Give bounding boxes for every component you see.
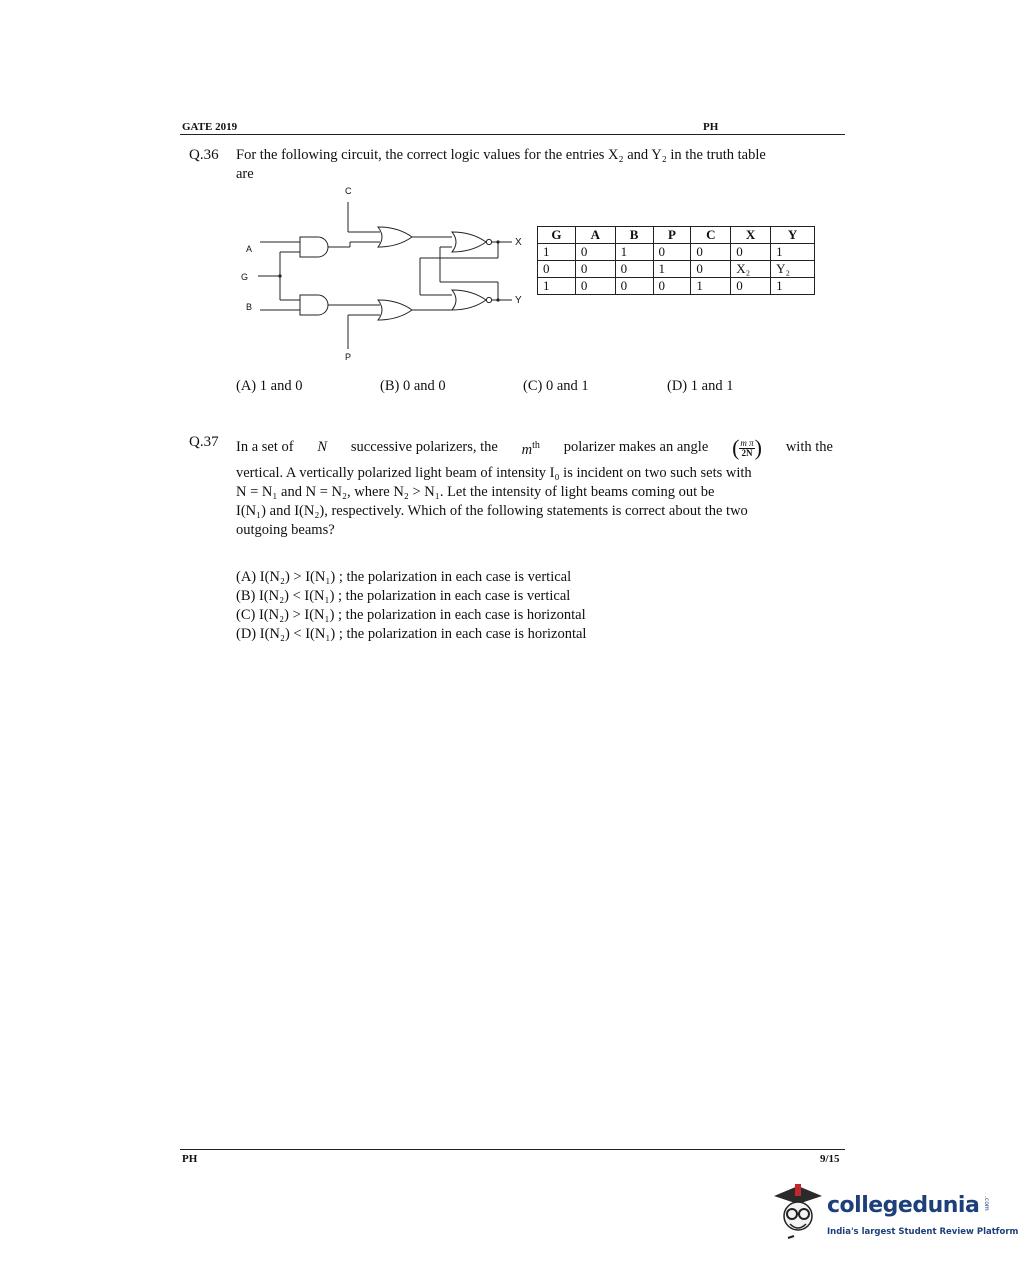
q37-line5: outgoing beams? bbox=[236, 522, 335, 538]
footer-rule bbox=[180, 1149, 845, 1150]
truth-table-cell: 0 bbox=[731, 244, 771, 261]
truth-table-row bbox=[538, 278, 815, 295]
truth-table-header-cell: B bbox=[615, 227, 653, 244]
q37-line1-b: successive polarizers, the bbox=[350, 439, 498, 456]
q37-line4: I(N₁) and I(N₂), respectively. Which of the following statements is correct about the two bbox=[236, 503, 748, 519]
truth-table-row bbox=[538, 244, 815, 261]
circuit-label-a: A bbox=[246, 244, 253, 254]
truth-table-cell: 1 bbox=[653, 261, 691, 278]
truth-table-cell: 1 bbox=[771, 244, 815, 261]
truth-table-cell: 0 bbox=[731, 278, 771, 295]
truth-table bbox=[537, 226, 815, 295]
truth-table-header-cell: A bbox=[575, 227, 615, 244]
q37-angle-num: m π bbox=[740, 437, 754, 448]
truth-table-cell: 0 bbox=[691, 261, 731, 278]
q37-option-a[interactable]: (A) I(N₂) > I(N₁) ; the polarization in each case is vertical bbox=[236, 569, 572, 585]
truth-table-row bbox=[538, 261, 815, 278]
logic-circuit-diagram bbox=[230, 184, 530, 369]
q36-text-line2: are bbox=[236, 166, 254, 182]
truth-table-cell: 0 bbox=[575, 244, 615, 261]
q37-var-n: N bbox=[317, 439, 328, 456]
truth-table-cell: 0 bbox=[575, 278, 615, 295]
q37-line1 bbox=[236, 436, 833, 460]
truth-table-cell: 1 bbox=[771, 278, 815, 295]
q36-option-a[interactable]: (A) 1 and 0 bbox=[236, 378, 303, 394]
circuit-label-y: Y bbox=[515, 295, 522, 306]
truth-table-cell: 0 bbox=[653, 278, 691, 295]
circuit-label-x: X bbox=[515, 237, 522, 248]
truth-table-cell: 1 bbox=[615, 244, 653, 261]
q36-option-d[interactable]: (D) 1 and 1 bbox=[667, 378, 734, 394]
truth-table-header-cell: X bbox=[731, 227, 771, 244]
q37-angle-den: 2N bbox=[741, 447, 753, 458]
and-gate-top bbox=[300, 237, 328, 257]
or-gate-bottom bbox=[378, 300, 412, 320]
circuit-label-b: B bbox=[246, 302, 253, 312]
watermark-brand: collegedunia bbox=[827, 1193, 980, 1218]
header-subject: PH bbox=[703, 121, 719, 133]
truth-table-header bbox=[538, 227, 815, 244]
truth-table-cell: 1 bbox=[538, 244, 576, 261]
nor-gate-y bbox=[452, 290, 486, 310]
truth-table-header-cell: C bbox=[691, 227, 731, 244]
q36-option-c[interactable]: (C) 0 and 1 bbox=[523, 378, 589, 394]
or-gate-top bbox=[378, 227, 412, 247]
collegedunia-mascot-icon bbox=[768, 1178, 826, 1248]
q36-text-line1: For the following circuit, the correct logic values for the entries X₂ and Y₂ in the truth table bbox=[236, 147, 766, 163]
q36-number: Q.36 bbox=[189, 147, 219, 163]
truth-table-cell: 0 bbox=[575, 261, 615, 278]
watermark-tld: .com bbox=[983, 1196, 990, 1211]
q37-line1-a: In a set of bbox=[236, 439, 294, 456]
q37-var-m: m bbox=[521, 441, 533, 458]
q37-line1-c: polarizer makes an angle bbox=[563, 439, 709, 456]
footer-page-number: 9/15 bbox=[820, 1153, 840, 1165]
q37-option-c[interactable]: (C) I(N₂) > I(N₁) ; the polarization in each case is horizontal bbox=[236, 607, 586, 623]
nor-gate-x bbox=[452, 232, 486, 252]
truth-table-cell: 0 bbox=[615, 278, 653, 295]
footer-subject: PH bbox=[182, 1153, 198, 1165]
circuit-label-c: C bbox=[345, 186, 352, 196]
q37-line2: vertical. A vertically polarized light beam of intensity I₀ is incident on two such sets with bbox=[236, 465, 752, 481]
q37-angle-fraction: ( $\frac{\text{m π}}{2N}$ ) bbox=[732, 435, 762, 461]
circuit-label-p: P bbox=[345, 352, 352, 362]
q36-option-b[interactable]: (B) 0 and 0 bbox=[380, 378, 446, 394]
truth-table-cell: 0 bbox=[615, 261, 653, 278]
truth-table-cell: 0 bbox=[691, 244, 731, 261]
q37-line3: N = N₁ and N = N₂, where N₂ > N₁. Let the intensity of light beams coming out be bbox=[236, 484, 715, 500]
truth-table-header-cell: G bbox=[538, 227, 576, 244]
truth-table-cell: 0 bbox=[653, 244, 691, 261]
q37-line1-d: with the bbox=[785, 439, 833, 456]
truth-table-cell: Y₂ bbox=[771, 261, 815, 278]
q37-option-b[interactable]: (B) I(N₂) < I(N₁) ; the polarization in each case is vertical bbox=[236, 588, 571, 604]
circuit-label-g: G bbox=[241, 272, 249, 282]
header-exam: GATE 2019 bbox=[182, 121, 238, 133]
truth-table-header-cell: Y bbox=[771, 227, 815, 244]
q37-sup-th: th bbox=[532, 440, 540, 451]
truth-table-cell: 1 bbox=[538, 278, 576, 295]
truth-table-header-cell: P bbox=[653, 227, 691, 244]
truth-table-cell: X₂ bbox=[731, 261, 771, 278]
watermark-tagline: India's largest Student Review Platform bbox=[827, 1227, 1019, 1237]
header-rule bbox=[180, 134, 845, 135]
and-gate-bottom bbox=[300, 295, 328, 315]
truth-table-cell: 1 bbox=[691, 278, 731, 295]
q37-number: Q.37 bbox=[189, 434, 219, 450]
q37-option-d[interactable]: (D) I(N₂) < I(N₁) ; the polarization in each case is horizontal bbox=[236, 626, 587, 642]
truth-table-cell: 0 bbox=[538, 261, 576, 278]
